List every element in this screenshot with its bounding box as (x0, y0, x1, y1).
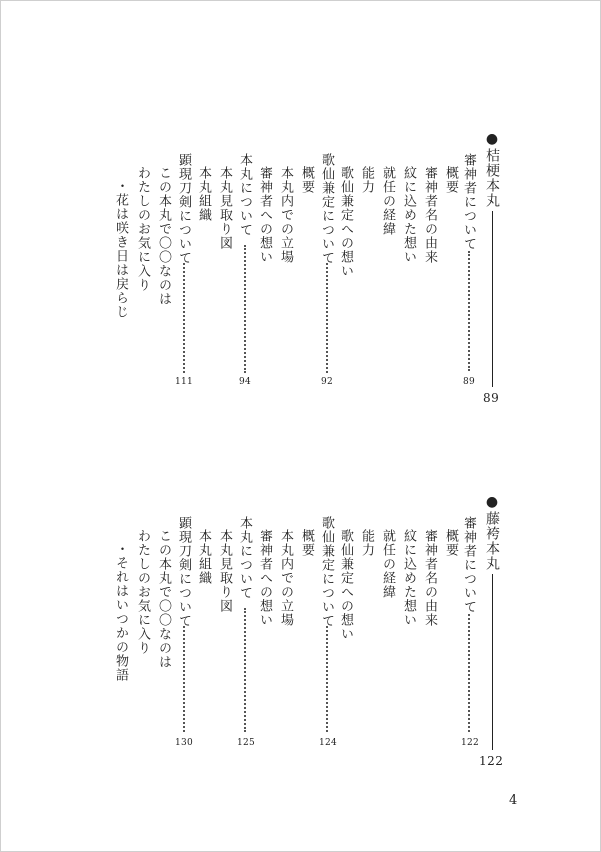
toc-page-number: 92 (321, 377, 334, 387)
toc-entry[interactable]: 本丸内での立場 (278, 166, 293, 264)
toc-entry[interactable]: ・花は咲き日は戻らじ (113, 179, 128, 319)
toc-entry[interactable]: 本丸について (237, 153, 252, 237)
toc-entry[interactable]: 歌仙兼定について (319, 153, 334, 265)
toc-entry[interactable]: 本丸見取り図 (217, 529, 232, 613)
toc-entry[interactable]: 歌仙兼定について (319, 516, 334, 628)
leader-dots (244, 608, 246, 732)
toc-entry[interactable]: 歌仙兼定への想い (338, 166, 353, 278)
toc-entry[interactable]: 本丸内での立場 (278, 529, 293, 627)
chapter-rule (492, 574, 493, 750)
chapter-page-number: 89 (483, 391, 500, 405)
toc-entry[interactable]: 審神者名の由来 (422, 529, 437, 627)
toc-entry[interactable]: この本丸で〇〇なのは (156, 529, 171, 669)
leader-dots (468, 614, 470, 732)
toc-page-number: 130 (175, 738, 194, 748)
toc-entry[interactable]: 審神者について (461, 153, 476, 251)
toc-entry[interactable]: 顕現刀剣について (176, 153, 191, 265)
toc-entry[interactable]: わたしのお気に入り (135, 529, 150, 655)
toc-entry[interactable]: 審神者への想い (257, 529, 272, 627)
toc-entry[interactable]: 審神者について (461, 516, 476, 614)
toc-entry[interactable]: 紋に込めた想い (401, 166, 416, 264)
toc-entry[interactable]: 概要 (443, 529, 458, 557)
leader-dots (244, 245, 246, 373)
toc-page-number: 111 (175, 377, 194, 387)
toc-entry[interactable]: 能力 (359, 166, 374, 194)
toc-entry[interactable]: 概要 (299, 529, 314, 557)
toc-entry[interactable]: ・それはいつかの物語 (113, 542, 128, 682)
toc-entry[interactable]: 紋に込めた想い (401, 529, 416, 627)
toc-page-number: 89 (463, 377, 476, 387)
toc-page-number: 125 (237, 738, 256, 748)
chapter-page-number: 122 (479, 754, 504, 768)
toc-entry[interactable]: 概要 (443, 166, 458, 194)
toc-entry[interactable]: わたしのお気に入り (135, 166, 150, 292)
toc-entry[interactable]: この本丸で〇〇なのは (156, 166, 171, 306)
leader-dots (183, 626, 185, 732)
chapter-title: ●桔梗本丸 (484, 131, 500, 208)
toc-entry[interactable]: 審神者名の由来 (422, 166, 437, 264)
chapter-title: ●藤袴本丸 (484, 494, 500, 571)
toc-page-number: 122 (461, 738, 480, 748)
leader-dots (326, 263, 328, 373)
toc-section-fujibakama (81, 484, 521, 774)
page-number: 4 (509, 793, 518, 808)
toc-section-kikyo (81, 121, 521, 411)
toc-page-number: 124 (319, 738, 338, 748)
toc-entry[interactable]: 本丸について (237, 516, 252, 600)
toc-entry[interactable]: 審神者への想い (257, 166, 272, 264)
toc-entry[interactable]: 概要 (299, 166, 314, 194)
toc-entry[interactable]: 能力 (359, 529, 374, 557)
leader-dots (326, 626, 328, 732)
toc-entry[interactable]: 就任の経緯 (380, 529, 395, 599)
leader-dots (468, 251, 470, 371)
toc-entry[interactable]: 本丸組織 (196, 529, 211, 585)
leader-dots (183, 263, 185, 373)
chapter-rule (492, 211, 493, 387)
toc-entry[interactable]: 就任の経緯 (380, 166, 395, 236)
toc-entry[interactable]: 本丸組織 (196, 166, 211, 222)
toc-entry[interactable]: 本丸見取り図 (217, 166, 232, 250)
toc-entry[interactable]: 顕現刀剣について (176, 516, 191, 628)
toc-entry[interactable]: 歌仙兼定への想い (338, 529, 353, 641)
toc-page-number: 94 (239, 377, 252, 387)
